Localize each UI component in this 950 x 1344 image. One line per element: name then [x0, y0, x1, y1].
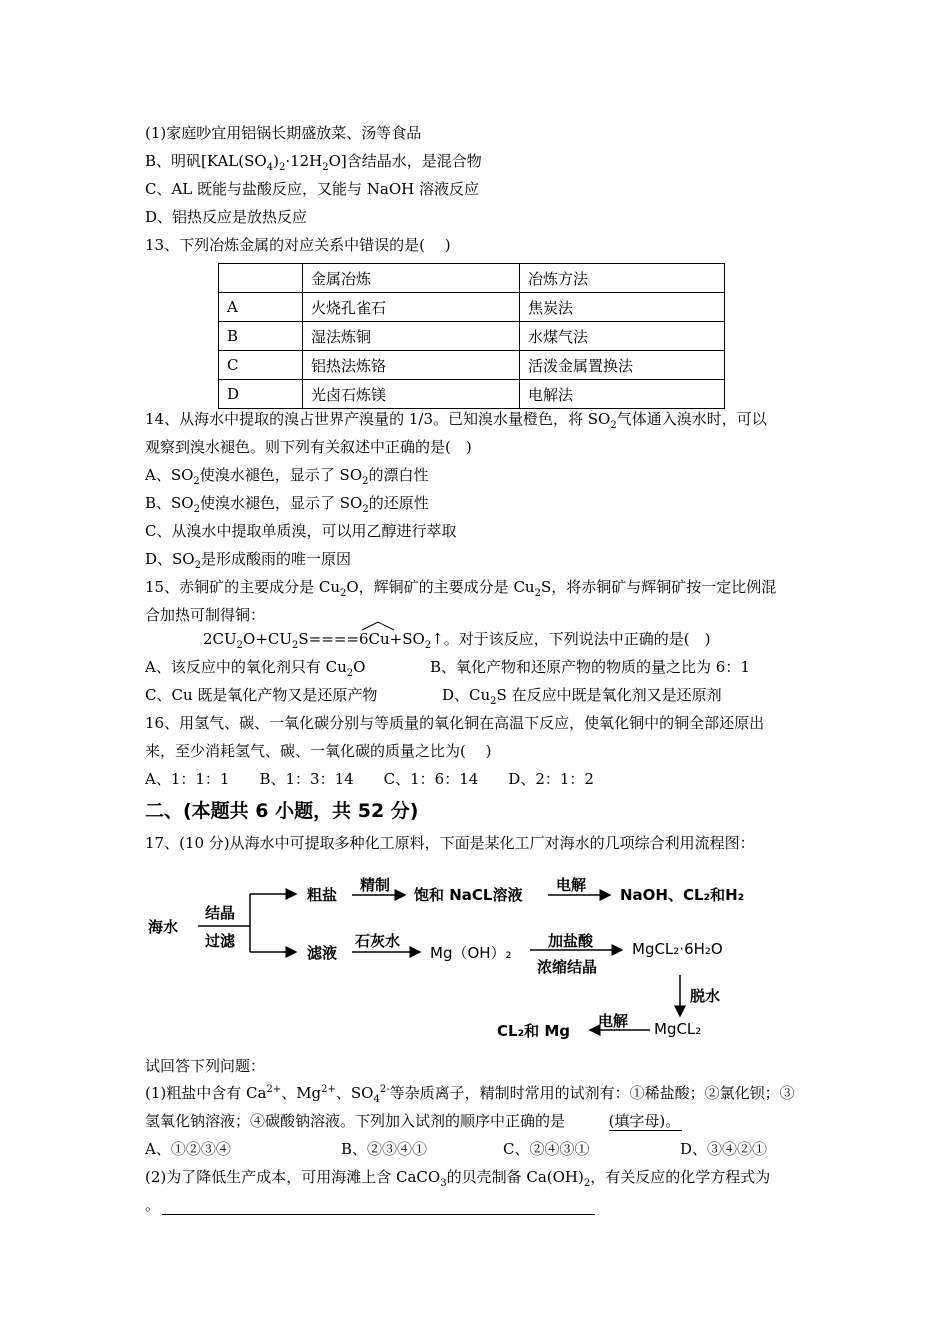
flow-brine: 饱和 NaCL溶液 [414, 886, 523, 904]
flow-crude-salt: 粗盐 [307, 886, 338, 904]
flow-dehydrate: 脱水 [690, 987, 721, 1005]
flow-mgoh: Mg（OH）₂ [430, 944, 512, 962]
flow-mgcl-hydrate: MgCL₂·6H₂O [632, 940, 723, 958]
sub-question-2-cont: 。 [145, 1196, 161, 1214]
question-16: 16、用氢气、碳、一氧化碳分别与等质量的氧化铜在高温下反应，使氧化铜中的铜全部还原出 [145, 714, 765, 732]
flow-mgcl2: MgCL₂ [654, 1020, 702, 1038]
flow-concentrate: 浓缩结晶 [537, 958, 598, 976]
table-cell: 焦炭法 [520, 293, 725, 322]
option-line: C、②④③① [503, 1140, 590, 1158]
option-line: D、$Cu_2S$ 在反应中既是氧化剂又是还原剂 [442, 686, 722, 707]
table-cell: 光卤石炼镁 [303, 380, 520, 409]
table-cell: 铝热法炼铬 [303, 351, 520, 380]
flow-filtrate: 滤液 [307, 944, 338, 962]
option-line: A、该反应中的氧化剂只有 $Cu_2O$ [145, 658, 366, 679]
flow-filter: 过滤 [205, 932, 236, 950]
option-line: C、从溴水中提取单质溴，可以用乙醇进行萃取 [145, 522, 457, 540]
section-heading: 二、(本题共 6 小题，共 52 分) [145, 800, 419, 822]
option-line: A、1：1：1 B、1：3：14 C、1：6：14 D、2：1：2 [145, 770, 594, 788]
option-line: B、氧化产物和还原产物的物质的量之比为 6：1 [430, 658, 750, 676]
question-15: 15、赤铜矿的主要成分是 $Cu_2O$，辉铜矿的主要成分是 $Cu_2S$，将赤铜矿与辉铜矿按一定比例混 [145, 578, 777, 599]
option-line: B、$SO_2$使溴水褪色，显示了 $SO_2$的还原性 [145, 494, 429, 515]
question-13: 13、下列冶炼金属的对应关系中错误的是( ) [145, 236, 451, 254]
sub-question-2: (2)为了降低生产成本，可用海滩上含 CaCO$_3$的贝壳制备 $Ca(OH)_2$，有关反应的化学方程式为 [145, 1168, 771, 1189]
instruction: 试回答下列问题： [145, 1057, 266, 1075]
question-14-cont: 观察到溴水褪色。则下列有关叙述中正确的是( ) [145, 438, 472, 456]
table-cell: C [219, 351, 303, 380]
option-line: B、明矾$[KAL(SO_4)_2\cdot 12H_2O]$含结晶水，是混合物 [145, 152, 482, 173]
flow-refine: 精制 [360, 876, 391, 894]
option-line: D、③④②① [680, 1140, 768, 1158]
flow-lime: 石灰水 [355, 932, 401, 950]
question-16-cont: 来，至少消耗氢气、碳、一氧化碳的质量之比为( ) [145, 742, 492, 760]
flow-crystal: 结晶 [205, 904, 236, 922]
option-line: C、Cu 既是氧化产物又是还原产物 [145, 686, 378, 704]
answer-blank-line[interactable] [162, 1214, 595, 1215]
table-cell: 金属冶炼 [303, 264, 520, 293]
option-line: A、①②③④ [145, 1140, 231, 1158]
question-15-cont: 合加热可制得铜： [145, 606, 266, 624]
table-cell: B [219, 322, 303, 351]
table-cell: 火烧孔雀石 [303, 293, 520, 322]
answer-blank[interactable]: (填字母)。 [608, 1112, 681, 1130]
option-line: (1)家庭吵宜用铝锅长期盛放菜、汤等食品 [145, 124, 422, 142]
flow-seawater: 海水 [148, 918, 179, 936]
flow-electrolysis: 电解 [556, 876, 587, 894]
table-cell: 湿法炼铜 [303, 322, 520, 351]
flow-electrolysis-2: 电解 [598, 1012, 629, 1030]
table-cell: 电解法 [520, 380, 725, 409]
reaction-equation: $2CU_2O+CU_2S====6Cu+SO_2↑$。对于该反应，下列说法中正确的是( ) [203, 630, 711, 651]
option-line: B、②③④① [341, 1140, 428, 1158]
question-17: 17、(10 分)从海水中可提取多种化工原料，下面是某化工厂对海水的几项综合利用流程图： [145, 834, 755, 852]
table-cell: 水煤气法 [520, 322, 725, 351]
option-line: A、$SO_2$使溴水褪色，显示了 $SO_2$的漂白性 [145, 466, 429, 487]
table-cell: D [219, 380, 303, 409]
flow-add-hcl: 加盐酸 [548, 932, 594, 950]
flow-products-2: CL₂和 Mg [497, 1022, 571, 1040]
option-line: D、铝热反应是放热反应 [145, 208, 308, 226]
flow-products: NaOH、CL₂和H₂ [620, 886, 745, 904]
table-cell: A [219, 293, 303, 322]
table-cell: 冶炼方法 [520, 264, 725, 293]
option-line: C、AL 既能与盐酸反应，又能与 NaOH 溶液反应 [145, 180, 480, 198]
table-cell: 活泼金属置换法 [520, 351, 725, 380]
sub-question-1: (1)粗盐中含有 $Ca^{2+}$、$Mg^{2+}$、$SO_4^{2-}$等杂质离子，精制时常用的试剂有：①稀盐酸；②氯化钡；③ [145, 1084, 795, 1105]
option-line: D、$SO_2$是形成酸雨的唯一原因 [145, 550, 351, 571]
sub-question-1-cont: 氢氧化钠溶液；④碳酸钠溶液。下列加入试剂的顺序中正确的是 (填字母)。 [145, 1112, 681, 1130]
question-14: 14、从海水中提取的溴占世界产溴量的 1/3。已知溴水量橙色，将 $SO_2$气体通入溴水时，可以 [145, 410, 767, 431]
